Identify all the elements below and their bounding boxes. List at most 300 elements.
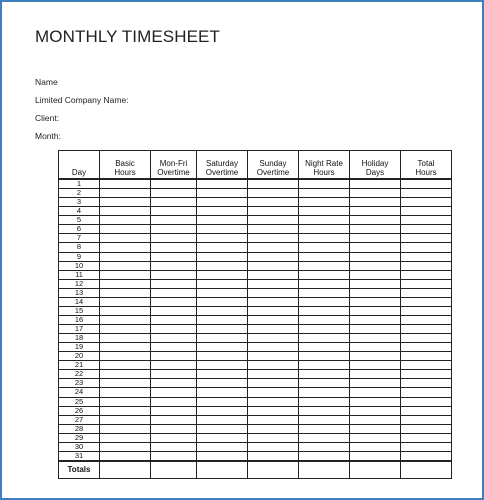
day-number: 5 — [59, 216, 100, 225]
entry-cell[interactable] — [151, 433, 197, 442]
table-row — [59, 216, 452, 225]
entry-cell[interactable] — [151, 325, 197, 334]
month-label: Month: — [35, 131, 61, 141]
entry-cell[interactable] — [100, 379, 151, 388]
table-row — [59, 325, 452, 334]
entry-cell[interactable] — [299, 179, 350, 189]
entry-cell[interactable] — [151, 297, 197, 306]
entry-cell[interactable] — [197, 179, 248, 189]
table-row — [59, 433, 452, 442]
day-number: 1 — [59, 179, 100, 189]
entry-cell[interactable] — [401, 270, 452, 279]
header-row — [59, 151, 452, 180]
entry-cell[interactable] — [299, 216, 350, 225]
entry-cell[interactable] — [299, 433, 350, 442]
day-number: 7 — [59, 234, 100, 243]
table-row — [59, 261, 452, 270]
entry-cell[interactable] — [151, 207, 197, 216]
day-number: 29 — [59, 433, 100, 442]
day-number: 4 — [59, 207, 100, 216]
table-row — [59, 189, 452, 198]
header-monfri-overtime: Mon-Fri Overtime — [151, 151, 197, 180]
entry-cell[interactable] — [100, 234, 151, 243]
entry-cell[interactable] — [248, 325, 299, 334]
entry-cell[interactable] — [401, 279, 452, 288]
entry-cell[interactable] — [248, 189, 299, 198]
entry-cell[interactable] — [197, 288, 248, 297]
entry-cell[interactable] — [401, 306, 452, 315]
day-number: 10 — [59, 261, 100, 270]
total-cell[interactable] — [299, 461, 350, 479]
total-cell[interactable] — [197, 461, 248, 479]
entry-cell[interactable] — [151, 270, 197, 279]
header-holiday-days: Holiday Days — [350, 151, 401, 180]
entry-cell[interactable] — [248, 297, 299, 306]
entry-cell[interactable] — [299, 388, 350, 397]
entry-cell[interactable] — [299, 442, 350, 451]
entry-cell[interactable] — [299, 334, 350, 343]
total-cell[interactable] — [151, 461, 197, 479]
entry-cell[interactable] — [350, 306, 401, 315]
entry-cell[interactable] — [350, 198, 401, 207]
entry-cell[interactable] — [197, 370, 248, 379]
entry-cell[interactable] — [151, 288, 197, 297]
entry-cell[interactable] — [197, 424, 248, 433]
entry-cell[interactable] — [151, 261, 197, 270]
entry-cell[interactable] — [401, 207, 452, 216]
entry-cell[interactable] — [401, 243, 452, 252]
entry-cell[interactable] — [299, 270, 350, 279]
table-row — [59, 306, 452, 315]
day-number: 16 — [59, 315, 100, 324]
entry-cell[interactable] — [151, 397, 197, 406]
entry-cell[interactable] — [350, 442, 401, 451]
entry-cell[interactable] — [401, 433, 452, 442]
day-number: 14 — [59, 297, 100, 306]
entry-cell[interactable] — [248, 234, 299, 243]
entry-cell[interactable] — [100, 261, 151, 270]
entry-cell[interactable] — [248, 433, 299, 442]
table-row — [59, 252, 452, 261]
entry-cell[interactable] — [299, 243, 350, 252]
table-row — [59, 352, 452, 361]
entry-cell[interactable] — [100, 297, 151, 306]
entry-cell[interactable] — [299, 234, 350, 243]
entry-cell[interactable] — [197, 334, 248, 343]
entry-cell[interactable] — [197, 397, 248, 406]
entry-cell[interactable] — [350, 379, 401, 388]
entry-cell[interactable] — [401, 451, 452, 461]
entry-cell[interactable] — [401, 198, 452, 207]
entry-cell[interactable] — [299, 306, 350, 315]
entry-cell[interactable] — [401, 343, 452, 352]
timesheet-table — [58, 150, 452, 479]
header-sunday-overtime: Sunday Overtime — [248, 151, 299, 180]
entry-cell[interactable] — [100, 388, 151, 397]
entry-cell[interactable] — [350, 207, 401, 216]
entry-cell[interactable] — [100, 442, 151, 451]
entry-cell[interactable] — [401, 261, 452, 270]
entry-cell[interactable] — [350, 433, 401, 442]
entry-cell[interactable] — [197, 261, 248, 270]
day-number: 21 — [59, 361, 100, 370]
entry-cell[interactable] — [197, 207, 248, 216]
entry-cell[interactable] — [350, 451, 401, 461]
day-number: 2 — [59, 189, 100, 198]
entry-cell[interactable] — [350, 288, 401, 297]
entry-cell[interactable] — [151, 406, 197, 415]
day-number: 31 — [59, 451, 100, 461]
entry-cell[interactable] — [151, 315, 197, 324]
entry-cell[interactable] — [197, 234, 248, 243]
entry-cell[interactable] — [350, 315, 401, 324]
entry-cell[interactable] — [151, 216, 197, 225]
day-number: 11 — [59, 270, 100, 279]
entry-cell[interactable] — [100, 315, 151, 324]
entry-cell[interactable] — [151, 334, 197, 343]
entry-cell[interactable] — [197, 451, 248, 461]
entry-cell[interactable] — [151, 279, 197, 288]
entry-cell[interactable] — [197, 243, 248, 252]
entry-cell[interactable] — [299, 297, 350, 306]
entry-cell[interactable] — [350, 189, 401, 198]
entry-cell[interactable] — [350, 243, 401, 252]
entry-cell[interactable] — [100, 198, 151, 207]
entry-cell[interactable] — [100, 361, 151, 370]
table-row — [59, 279, 452, 288]
entry-cell[interactable] — [197, 388, 248, 397]
table-row — [59, 179, 452, 189]
entry-cell[interactable] — [100, 207, 151, 216]
entry-cell[interactable] — [151, 198, 197, 207]
entry-cell[interactable] — [350, 216, 401, 225]
table-row — [59, 243, 452, 252]
table-row — [59, 343, 452, 352]
entry-cell[interactable] — [151, 252, 197, 261]
entry-cell[interactable] — [197, 198, 248, 207]
header-night-rate-hours: Night Rate Hours — [299, 151, 350, 180]
entry-cell[interactable] — [401, 234, 452, 243]
entry-cell[interactable] — [248, 261, 299, 270]
entry-cell[interactable] — [350, 334, 401, 343]
entry-cell[interactable] — [401, 442, 452, 451]
entry-cell[interactable] — [100, 370, 151, 379]
entry-cell[interactable] — [248, 352, 299, 361]
entry-cell[interactable] — [151, 243, 197, 252]
entry-cell[interactable] — [401, 288, 452, 297]
table-row — [59, 406, 452, 415]
totals-label: Totals — [59, 461, 100, 479]
table-row — [59, 415, 452, 424]
totals-row — [59, 461, 452, 479]
entry-cell[interactable] — [197, 433, 248, 442]
entry-cell[interactable] — [100, 270, 151, 279]
entry-cell[interactable] — [248, 379, 299, 388]
entry-cell[interactable] — [350, 415, 401, 424]
day-number: 22 — [59, 370, 100, 379]
header-day: Day — [59, 151, 100, 180]
entry-cell[interactable] — [197, 315, 248, 324]
entry-cell[interactable] — [299, 288, 350, 297]
entry-cell[interactable] — [401, 179, 452, 189]
entry-cell[interactable] — [401, 415, 452, 424]
entry-cell[interactable] — [248, 179, 299, 189]
day-number: 17 — [59, 325, 100, 334]
entry-cell[interactable] — [299, 406, 350, 415]
day-number: 23 — [59, 379, 100, 388]
entry-cell[interactable] — [299, 252, 350, 261]
table-row — [59, 397, 452, 406]
page-title: MONTHLY TIMESHEET — [35, 27, 220, 46]
entry-cell[interactable] — [197, 252, 248, 261]
entry-cell[interactable] — [100, 397, 151, 406]
entry-cell[interactable] — [100, 225, 151, 234]
day-number: 12 — [59, 279, 100, 288]
day-number: 18 — [59, 334, 100, 343]
day-number: 30 — [59, 442, 100, 451]
entry-cell[interactable] — [299, 198, 350, 207]
entry-cell[interactable] — [248, 252, 299, 261]
entry-cell[interactable] — [151, 379, 197, 388]
entry-cell[interactable] — [401, 361, 452, 370]
entry-cell[interactable] — [248, 225, 299, 234]
day-number: 27 — [59, 415, 100, 424]
entry-cell[interactable] — [299, 370, 350, 379]
entry-cell[interactable] — [401, 297, 452, 306]
entry-cell[interactable] — [248, 288, 299, 297]
entry-cell[interactable] — [100, 433, 151, 442]
entry-cell[interactable] — [248, 343, 299, 352]
entry-cell[interactable] — [350, 325, 401, 334]
entry-cell[interactable] — [401, 334, 452, 343]
entry-cell[interactable] — [350, 234, 401, 243]
entry-cell[interactable] — [401, 216, 452, 225]
entry-cell[interactable] — [197, 325, 248, 334]
entry-cell[interactable] — [401, 406, 452, 415]
entry-cell[interactable] — [401, 388, 452, 397]
entry-cell[interactable] — [100, 451, 151, 461]
entry-cell[interactable] — [151, 189, 197, 198]
entry-cell[interactable] — [299, 361, 350, 370]
entry-cell[interactable] — [151, 424, 197, 433]
day-number: 20 — [59, 352, 100, 361]
entry-cell[interactable] — [100, 189, 151, 198]
entry-cell[interactable] — [401, 189, 452, 198]
entry-cell[interactable] — [151, 179, 197, 189]
table-row — [59, 207, 452, 216]
entry-cell[interactable] — [197, 379, 248, 388]
entry-cell[interactable] — [401, 397, 452, 406]
entry-cell[interactable] — [299, 189, 350, 198]
name-label: Name — [35, 77, 58, 87]
entry-cell[interactable] — [350, 297, 401, 306]
entry-cell[interactable] — [248, 198, 299, 207]
entry-cell[interactable] — [100, 406, 151, 415]
day-number: 15 — [59, 306, 100, 315]
entry-cell[interactable] — [151, 451, 197, 461]
entry-cell[interactable] — [299, 451, 350, 461]
entry-cell[interactable] — [100, 424, 151, 433]
entry-cell[interactable] — [401, 252, 452, 261]
entry-cell[interactable] — [299, 343, 350, 352]
table-row — [59, 315, 452, 324]
entry-cell[interactable] — [100, 216, 151, 225]
day-number: 26 — [59, 406, 100, 415]
entry-cell[interactable] — [100, 252, 151, 261]
entry-cell[interactable] — [350, 343, 401, 352]
entry-cell[interactable] — [197, 415, 248, 424]
entry-cell[interactable] — [151, 352, 197, 361]
entry-cell[interactable] — [100, 279, 151, 288]
table-row — [59, 361, 452, 370]
day-number: 3 — [59, 198, 100, 207]
entry-cell[interactable] — [299, 424, 350, 433]
entry-cell[interactable] — [350, 370, 401, 379]
entry-cell[interactable] — [350, 361, 401, 370]
entry-cell[interactable] — [401, 424, 452, 433]
entry-cell[interactable] — [299, 415, 350, 424]
entry-cell[interactable] — [350, 424, 401, 433]
entry-cell[interactable] — [197, 361, 248, 370]
entry-cell[interactable] — [197, 216, 248, 225]
entry-cell[interactable] — [401, 315, 452, 324]
table-row — [59, 388, 452, 397]
day-number: 8 — [59, 243, 100, 252]
header-total-hours: Total Hours — [401, 151, 452, 180]
entry-cell[interactable] — [299, 261, 350, 270]
entry-cell[interactable] — [350, 397, 401, 406]
day-number: 19 — [59, 343, 100, 352]
entry-cell[interactable] — [248, 415, 299, 424]
entry-cell[interactable] — [151, 442, 197, 451]
entry-cell[interactable] — [197, 225, 248, 234]
entry-cell[interactable] — [350, 388, 401, 397]
header-saturday-overtime: Saturday Overtime — [197, 151, 248, 180]
entry-cell[interactable] — [248, 451, 299, 461]
entry-cell[interactable] — [248, 361, 299, 370]
table-row — [59, 451, 452, 461]
entry-cell[interactable] — [100, 334, 151, 343]
entry-cell[interactable] — [197, 189, 248, 198]
entry-cell[interactable] — [248, 207, 299, 216]
table-row — [59, 379, 452, 388]
entry-cell[interactable] — [299, 352, 350, 361]
table-row — [59, 198, 452, 207]
entry-cell[interactable] — [197, 352, 248, 361]
day-number: 13 — [59, 288, 100, 297]
entry-cell[interactable] — [350, 270, 401, 279]
table-row — [59, 225, 452, 234]
entry-cell[interactable] — [299, 279, 350, 288]
entry-cell[interactable] — [350, 406, 401, 415]
entry-cell[interactable] — [151, 415, 197, 424]
table-row — [59, 370, 452, 379]
entry-cell[interactable] — [248, 243, 299, 252]
entry-cell[interactable] — [197, 270, 248, 279]
entry-cell[interactable] — [197, 406, 248, 415]
entry-cell[interactable] — [299, 315, 350, 324]
entry-cell[interactable] — [100, 352, 151, 361]
table-row — [59, 288, 452, 297]
entry-cell[interactable] — [299, 325, 350, 334]
entry-cell[interactable] — [248, 397, 299, 406]
entry-cell[interactable] — [100, 306, 151, 315]
entry-cell[interactable] — [248, 315, 299, 324]
entry-cell[interactable] — [151, 225, 197, 234]
entry-cell[interactable] — [401, 225, 452, 234]
entry-cell[interactable] — [350, 279, 401, 288]
entry-cell[interactable] — [248, 406, 299, 415]
table-row — [59, 297, 452, 306]
total-cell[interactable] — [350, 461, 401, 479]
entry-cell[interactable] — [100, 288, 151, 297]
entry-cell[interactable] — [100, 243, 151, 252]
entry-cell[interactable] — [151, 234, 197, 243]
table-row — [59, 270, 452, 279]
entry-cell[interactable] — [248, 388, 299, 397]
entry-cell[interactable] — [197, 343, 248, 352]
day-number: 28 — [59, 424, 100, 433]
entry-cell[interactable] — [248, 270, 299, 279]
entry-cell[interactable] — [401, 352, 452, 361]
entry-cell[interactable] — [100, 325, 151, 334]
entry-cell[interactable] — [350, 352, 401, 361]
entry-cell[interactable] — [350, 252, 401, 261]
entry-cell[interactable] — [350, 225, 401, 234]
entry-cell[interactable] — [248, 370, 299, 379]
entry-cell[interactable] — [197, 297, 248, 306]
entry-cell[interactable] — [248, 306, 299, 315]
entry-cell[interactable] — [197, 306, 248, 315]
entry-cell[interactable] — [100, 179, 151, 189]
entry-cell[interactable] — [197, 279, 248, 288]
total-cell[interactable] — [248, 461, 299, 479]
entry-cell[interactable] — [151, 306, 197, 315]
entry-cell[interactable] — [299, 207, 350, 216]
entry-cell[interactable] — [248, 216, 299, 225]
day-number: 9 — [59, 252, 100, 261]
entry-cell[interactable] — [100, 343, 151, 352]
entry-cell[interactable] — [197, 442, 248, 451]
client-label: Client: — [35, 113, 60, 123]
table-row — [59, 334, 452, 343]
entry-cell[interactable] — [151, 370, 197, 379]
company-label: Limited Company Name: — [35, 95, 129, 105]
table-row — [59, 234, 452, 243]
day-number: 6 — [59, 225, 100, 234]
total-cell[interactable] — [100, 461, 151, 479]
entry-cell[interactable] — [299, 379, 350, 388]
entry-cell[interactable] — [401, 325, 452, 334]
entry-cell[interactable] — [248, 424, 299, 433]
entry-cell[interactable] — [151, 361, 197, 370]
entry-cell[interactable] — [151, 343, 197, 352]
entry-cell[interactable] — [401, 379, 452, 388]
entry-cell[interactable] — [100, 415, 151, 424]
entry-cell[interactable] — [248, 442, 299, 451]
entry-cell[interactable] — [299, 225, 350, 234]
day-number: 24 — [59, 388, 100, 397]
table-row — [59, 424, 452, 433]
total-cell[interactable] — [401, 461, 452, 479]
entry-cell[interactable] — [248, 279, 299, 288]
entry-cell[interactable] — [401, 370, 452, 379]
entry-cell[interactable] — [350, 179, 401, 189]
entry-cell[interactable] — [350, 261, 401, 270]
entry-cell[interactable] — [299, 397, 350, 406]
entry-cell[interactable] — [151, 388, 197, 397]
entry-cell[interactable] — [248, 334, 299, 343]
